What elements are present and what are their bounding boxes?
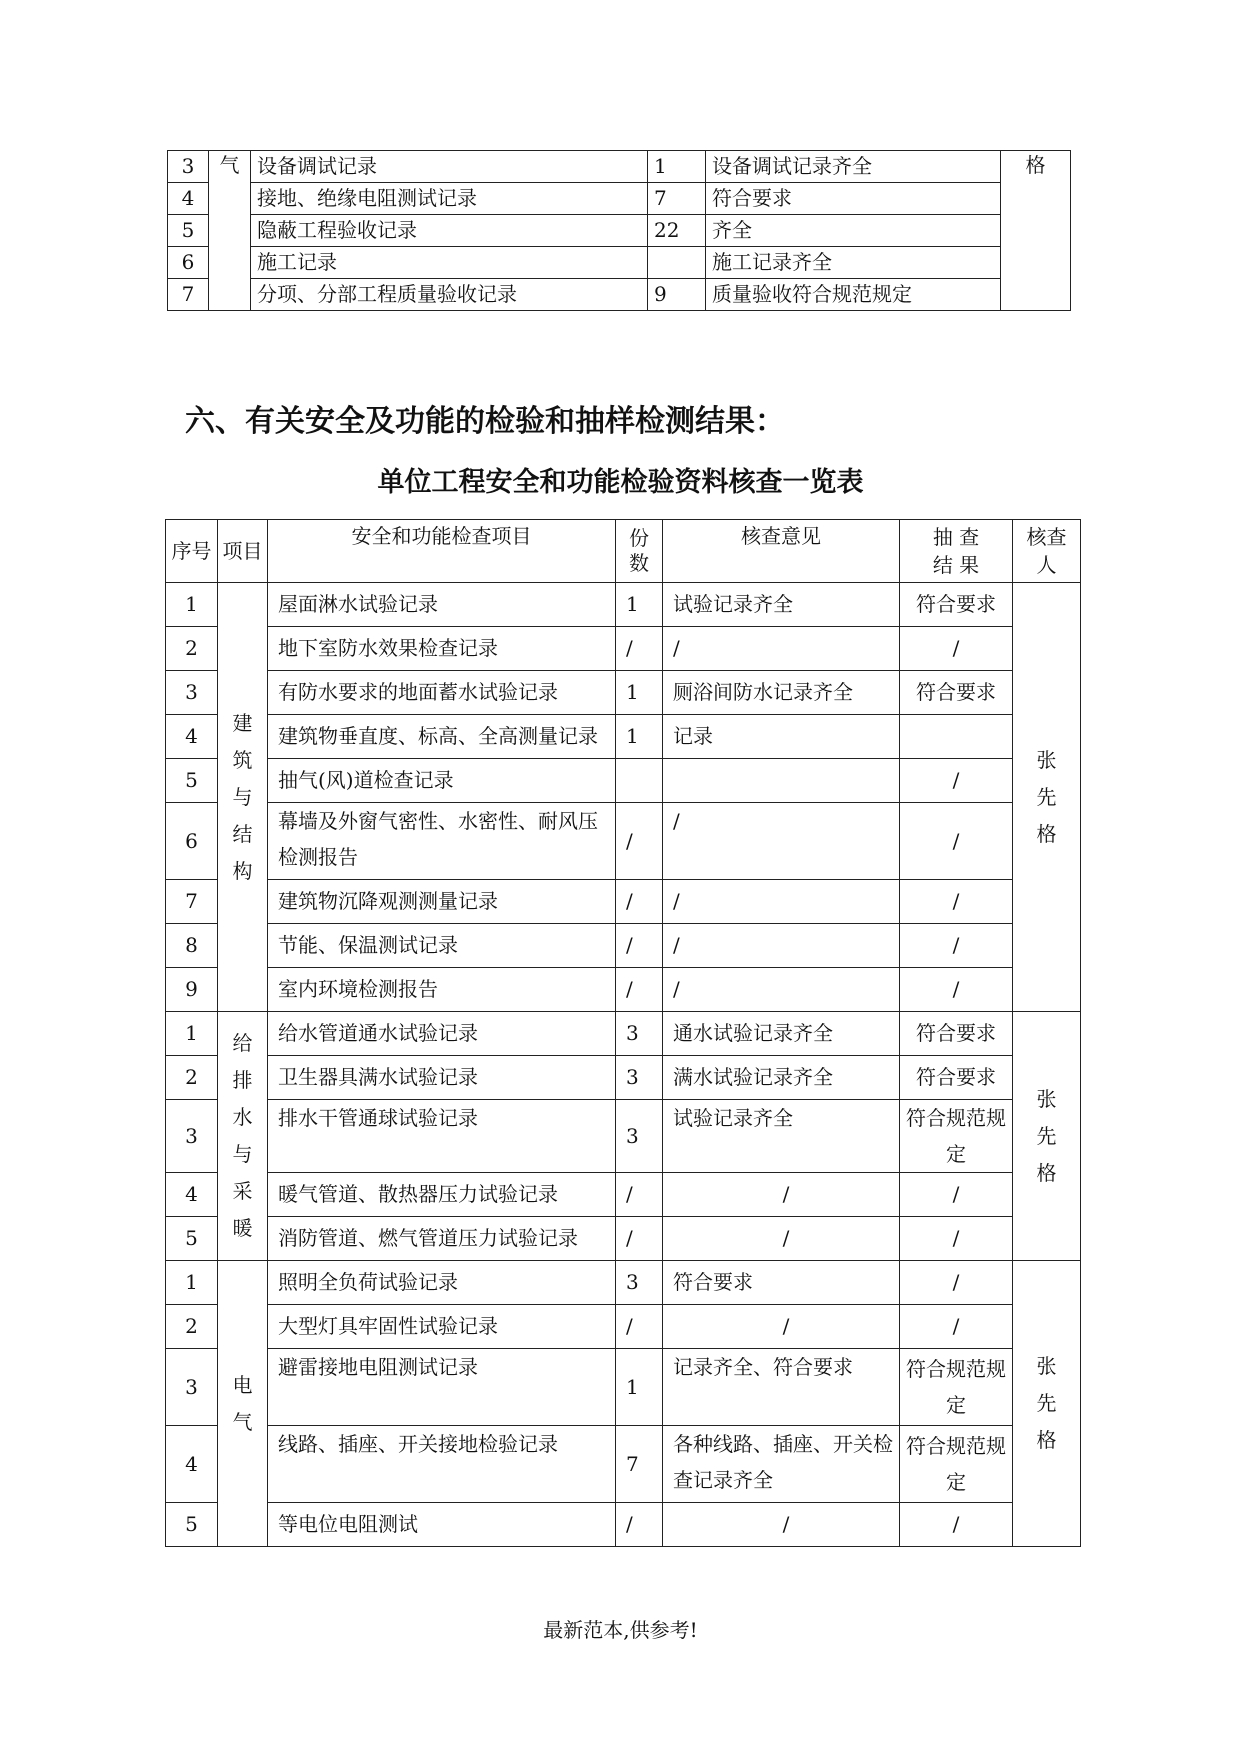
checker-name: 张先格 [1013,583,1081,1012]
check-item: 暖气管道、散热器压力试验记录 [268,1173,616,1217]
row-number: 9 [166,968,218,1012]
check-item: 等电位电阻测试 [268,1503,616,1547]
check-result: 格 [1001,151,1071,311]
check-opinion: 齐全 [706,215,1001,247]
copy-count: 3 [616,1100,663,1173]
header-checker: 核查人 [1013,520,1081,583]
row-number: 7 [168,279,209,311]
check-item: 地下室防水效果检查记录 [268,627,616,671]
check-item: 有防水要求的地面蓄水试验记录 [268,671,616,715]
table-row [168,215,1071,247]
check-result: / [900,880,1013,924]
check-result: 符合要求 [900,1056,1013,1100]
page-footer: 最新范本,供参考! [543,1618,698,1642]
header-no: 序号 [166,520,218,583]
check-result: 符合要求 [900,671,1013,715]
check-opinion: 记录 [663,715,900,759]
table-row [168,279,1071,311]
check-item: 线路、插座、开关接地检验记录 [268,1426,616,1503]
check-result: / [900,1503,1013,1547]
copy-count: 3 [616,1261,663,1305]
check-item: 抽气(风)道检查记录 [268,759,616,803]
check-opinion: 各种线路、插座、开关检查记录齐全 [663,1426,900,1503]
check-result: / [900,1305,1013,1349]
row-number: 3 [166,1100,218,1173]
row-number: 1 [166,1012,218,1056]
row-number: 5 [166,1217,218,1261]
row-number: 5 [166,1503,218,1547]
check-opinion: / [663,880,900,924]
check-item: 卫生器具满水试验记录 [268,1056,616,1100]
copy-count: 1 [616,583,663,627]
row-number: 1 [166,1261,218,1305]
row-number: 3 [166,1349,218,1426]
check-item: 避雷接地电阻测试记录 [268,1349,616,1426]
check-result: 符合规范规定 [900,1100,1013,1173]
table-row [166,1349,1081,1426]
table-row [166,627,1081,671]
row-number: 8 [166,924,218,968]
row-number: 4 [168,183,209,215]
row-number: 3 [166,671,218,715]
check-opinion: 试验记录齐全 [663,1100,900,1173]
check-result: / [900,1173,1013,1217]
check-result: / [900,759,1013,803]
check-opinion: 满水试验记录齐全 [663,1056,900,1100]
table-row [168,151,1071,183]
copy-count: 3 [616,1012,663,1056]
header-project: 项目 [218,520,268,583]
table-row [166,1217,1081,1261]
group-label: 建筑与结构 [218,583,268,1012]
check-result: / [900,1217,1013,1261]
table-row [166,1503,1081,1547]
copy-count: / [616,880,663,924]
table-row [166,1305,1081,1349]
check-item: 屋面淋水试验记录 [268,583,616,627]
section-heading: 六、有关安全及功能的检验和抽样检测结果： [185,404,785,439]
copy-count [616,759,663,803]
checker-name: 张先格 [1013,1012,1081,1261]
check-result: / [900,968,1013,1012]
check-item: 节能、保温测试记录 [268,924,616,968]
check-result: 符合规范规定 [900,1426,1013,1503]
row-number: 1 [166,583,218,627]
check-opinion: 符合要求 [706,183,1001,215]
table-row [166,1100,1081,1173]
check-result: / [900,627,1013,671]
check-opinion: 质量验收符合规范规定 [706,279,1001,311]
check-opinion: / [663,1305,900,1349]
copy-count: / [616,924,663,968]
group-label: 电气 [218,1261,268,1547]
inspection-table [165,519,1081,1547]
group-label: 气 [209,151,251,311]
check-opinion: / [663,924,900,968]
copy-count: 3 [616,1056,663,1100]
copy-count: / [616,803,663,880]
copy-count [648,247,706,279]
check-result: 符合要求 [900,1012,1013,1056]
check-item: 给水管道通水试验记录 [268,1012,616,1056]
table-title: 单位工程安全和功能检验资料核查一览表 [377,467,864,498]
check-item: 大型灯具牢固性试验记录 [268,1305,616,1349]
table-row [166,968,1081,1012]
check-result: 符合规范规定 [900,1349,1013,1426]
check-opinion: 通水试验记录齐全 [663,1012,900,1056]
copy-count: 22 [648,215,706,247]
check-item: 幕墙及外窗气密性、水密性、耐风压检测报告 [268,803,616,880]
header-row [166,520,1081,583]
copy-count: 1 [616,715,663,759]
check-item: 建筑物沉降观测测量记录 [268,880,616,924]
table-row [166,1012,1081,1056]
check-opinion: / [663,627,900,671]
check-opinion: / [663,1173,900,1217]
header-opinion: 核查意见 [663,520,900,583]
row-number: 6 [166,803,218,880]
check-item: 施工记录 [251,247,648,279]
table-row [168,247,1071,279]
copy-count: 1 [616,1349,663,1426]
row-number: 4 [166,1426,218,1503]
table-row [168,183,1071,215]
check-item: 分项、分部工程质量验收记录 [251,279,648,311]
check-item: 排水干管通球试验记录 [268,1100,616,1173]
check-item: 消防管道、燃气管道压力试验记录 [268,1217,616,1261]
copy-count: / [616,1503,663,1547]
copy-count: 9 [648,279,706,311]
check-item: 建筑物垂直度、标高、全高测量记录 [268,715,616,759]
check-item: 接地、绝缘电阻测试记录 [251,183,648,215]
copy-count: / [616,968,663,1012]
check-opinion: / [663,1503,900,1547]
check-opinion: 设备调试记录齐全 [706,151,1001,183]
row-number: 4 [166,1173,218,1217]
check-opinion: 记录齐全、符合要求 [663,1349,900,1426]
check-opinion: / [663,1217,900,1261]
check-item: 设备调试记录 [251,151,648,183]
header-result: 抽 查 结 果 [900,520,1013,583]
check-opinion: 符合要求 [663,1261,900,1305]
check-result [900,715,1013,759]
copy-count: 7 [616,1426,663,1503]
copy-count: / [616,627,663,671]
previous-table-continuation [167,150,1071,311]
row-number: 5 [166,759,218,803]
row-number: 2 [166,1056,218,1100]
table-row [166,924,1081,968]
copy-count: 1 [616,671,663,715]
copy-count: 1 [648,151,706,183]
table-row [166,880,1081,924]
copy-count: / [616,1305,663,1349]
check-opinion: 施工记录齐全 [706,247,1001,279]
row-number: 5 [168,215,209,247]
table-row [166,583,1081,627]
check-opinion: / [663,803,900,880]
table-row [166,1173,1081,1217]
row-number: 6 [168,247,209,279]
table-row [166,671,1081,715]
table-row [166,715,1081,759]
check-opinion [663,759,900,803]
check-opinion: / [663,968,900,1012]
check-item: 隐蔽工程验收记录 [251,215,648,247]
copy-count: 7 [648,183,706,215]
row-number: 2 [166,1305,218,1349]
header-count: 份数 [616,520,663,583]
check-result: 符合要求 [900,583,1013,627]
check-result: / [900,803,1013,880]
table-row [166,1056,1081,1100]
check-result: / [900,1261,1013,1305]
check-opinion: 厕浴间防水记录齐全 [663,671,900,715]
table-row [166,803,1081,880]
table-row [166,759,1081,803]
copy-count: / [616,1173,663,1217]
header-item: 安全和功能检查项目 [268,520,616,583]
check-result: / [900,924,1013,968]
row-number: 7 [166,880,218,924]
table-row [166,1426,1081,1503]
group-label: 给排水与采暖 [218,1012,268,1261]
row-number: 2 [166,627,218,671]
check-item: 照明全负荷试验记录 [268,1261,616,1305]
check-item: 室内环境检测报告 [268,968,616,1012]
row-number: 3 [168,151,209,183]
checker-name: 张先格 [1013,1261,1081,1547]
copy-count: / [616,1217,663,1261]
row-number: 4 [166,715,218,759]
table-row [166,1261,1081,1305]
check-opinion: 试验记录齐全 [663,583,900,627]
